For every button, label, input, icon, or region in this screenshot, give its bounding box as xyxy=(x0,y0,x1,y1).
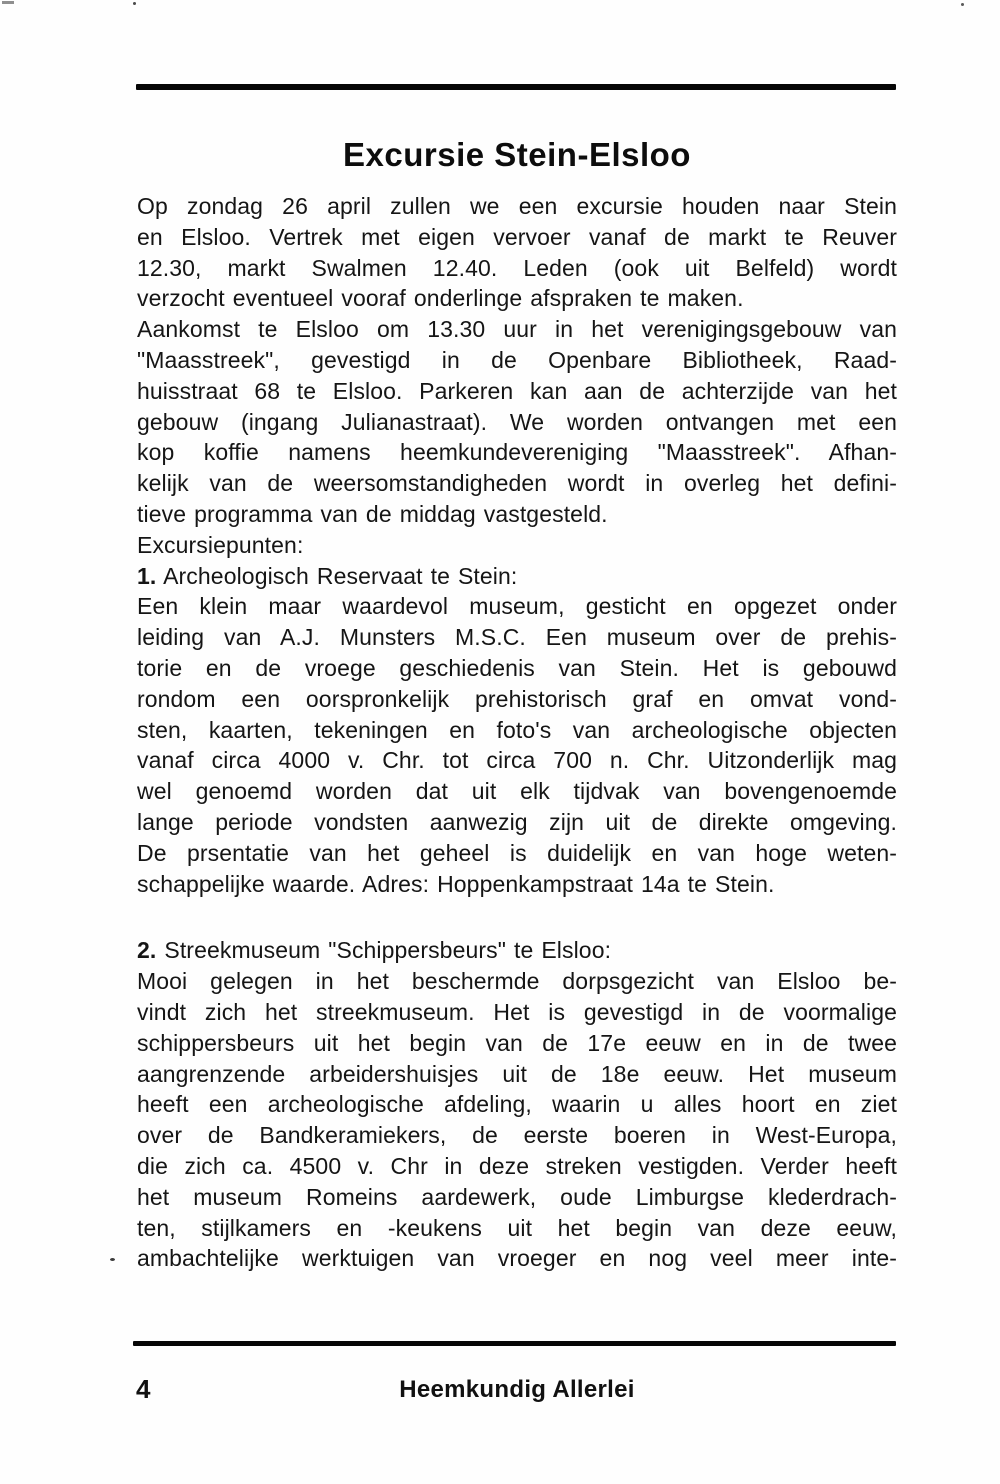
text-line: sten, kaarten, tekeningen en foto's van archeologische objecten xyxy=(137,716,897,743)
footer-page-number: 4 xyxy=(136,1374,151,1404)
text-line: die zich ca. 4500 v. Chr in deze streken vestigden. Verder heeft xyxy=(137,1152,897,1179)
text-line: heeft een archeologische afdeling, waarin u alles hoort en ziet xyxy=(137,1091,897,1118)
scan-artifact-dash xyxy=(2,1,14,4)
text-line: over de Bandkeramiekers, de eerste boeren in West-Europa, xyxy=(137,1122,897,1149)
text-line: De prsentatie van het geheel is duidelijk en van hoge weten- xyxy=(137,839,897,866)
text-line: Op zondag 26 april zullen we een excursie houden naar Stein xyxy=(137,193,897,219)
text-line: huisstraat 68 te Elsloo. Parkeren kan aan de achterzijde van het xyxy=(137,377,897,404)
text-line: rondom een oorspronkelijk prehistorisch graf en omvat vond- xyxy=(137,685,897,712)
page-title: Excursie Stein-Elsloo xyxy=(343,136,691,174)
text-line: Excursiepunten: xyxy=(137,531,304,558)
horizontal-rule-bottom xyxy=(133,1341,896,1346)
horizontal-rule-top xyxy=(136,84,896,90)
text-line: vanaf circa 4000 v. Chr. tot circa 700 n. Chr. Uitzonderlijk mag xyxy=(137,747,897,774)
text-line: Mooi gelegen in het beschermde dorpsgezicht van Elsloo be- xyxy=(137,968,897,995)
text-line: aangrenzende arbeidershuisjes uit de 18e eeuw. Het museum xyxy=(137,1060,897,1087)
text-line: Een klein maar waardevol museum, gesticht en opgezet onder xyxy=(137,593,897,620)
scan-artifact-speck xyxy=(133,2,136,5)
list-number: 2. xyxy=(137,937,157,964)
text-line: torie en de vroege geschiedenis van Stein. Het is gebouwd xyxy=(137,654,897,681)
text-line: 1. Archeologisch Reservaat te Stein: xyxy=(137,562,518,589)
text-line: en Elsloo. Vertrek met eigen vervoer vanaf de markt te Reuver xyxy=(137,223,897,250)
text-line: 12.30, markt Swalmen 12.40. Leden (ook uit Belfeld) wordt xyxy=(137,254,897,281)
text-line: ambachtelijke werktuigen van vroeger en nog veel meer inte- xyxy=(137,1245,897,1272)
text-line: ten, stijlkamers en -keukens uit het begin van deze eeuw, xyxy=(137,1214,897,1241)
text-line: vindt zich het streekmuseum. Het is gevestigd in de voormalige xyxy=(137,998,897,1025)
text-line: gebouw (ingang Julianastraat). We worden ontvangen met een xyxy=(137,408,897,435)
text-line: wel genoemd worden dat uit elk tijdvak van bovengenoemde xyxy=(137,778,897,805)
text-line: schappelijke waarde. Adres: Hoppenkampstraat 14a te Stein. xyxy=(137,870,775,897)
text-line: kop koffie namens heemkundevereniging "Maasstreek". Afhan- xyxy=(137,439,897,466)
text-line: Aankomst te Elsloo om 13.30 uur in het verenigingsgebouw van xyxy=(137,316,897,343)
text-line: leiding van A.J. Munsters M.S.C. Een museum over de prehis- xyxy=(137,624,897,651)
text-line: het museum Romeins aardewerk, oude Limburgse klederdrach- xyxy=(137,1183,897,1210)
text-line: tieve programma van de middag vastgesteld. xyxy=(137,500,608,527)
text-line: kelijk van de weersomstandigheden wordt in overleg het defini- xyxy=(137,470,897,497)
text-line: "Maasstreek", gevestigd in de Openbare Bibliotheek, Raad- xyxy=(137,346,897,373)
text-line: schippersbeurs uit het begin van de 17e eeuw en in de twee xyxy=(137,1029,897,1056)
body-text xyxy=(137,191,897,1274)
text-line: 2. Streekmuseum "Schippersbeurs" te Elsloo: xyxy=(137,937,612,964)
text-line: lange periode vondsten aanwezig zijn uit de direkte omgeving. xyxy=(137,808,897,835)
footer-journal-title: Heemkundig Allerlei xyxy=(399,1376,635,1403)
list-number: 1. xyxy=(137,562,157,589)
scan-artifact-margin-dot xyxy=(110,1258,115,1261)
scan-artifact-speck xyxy=(961,3,964,6)
text-line: verzocht eventueel vooraf onderlinge afspraken te maken. xyxy=(137,285,744,312)
